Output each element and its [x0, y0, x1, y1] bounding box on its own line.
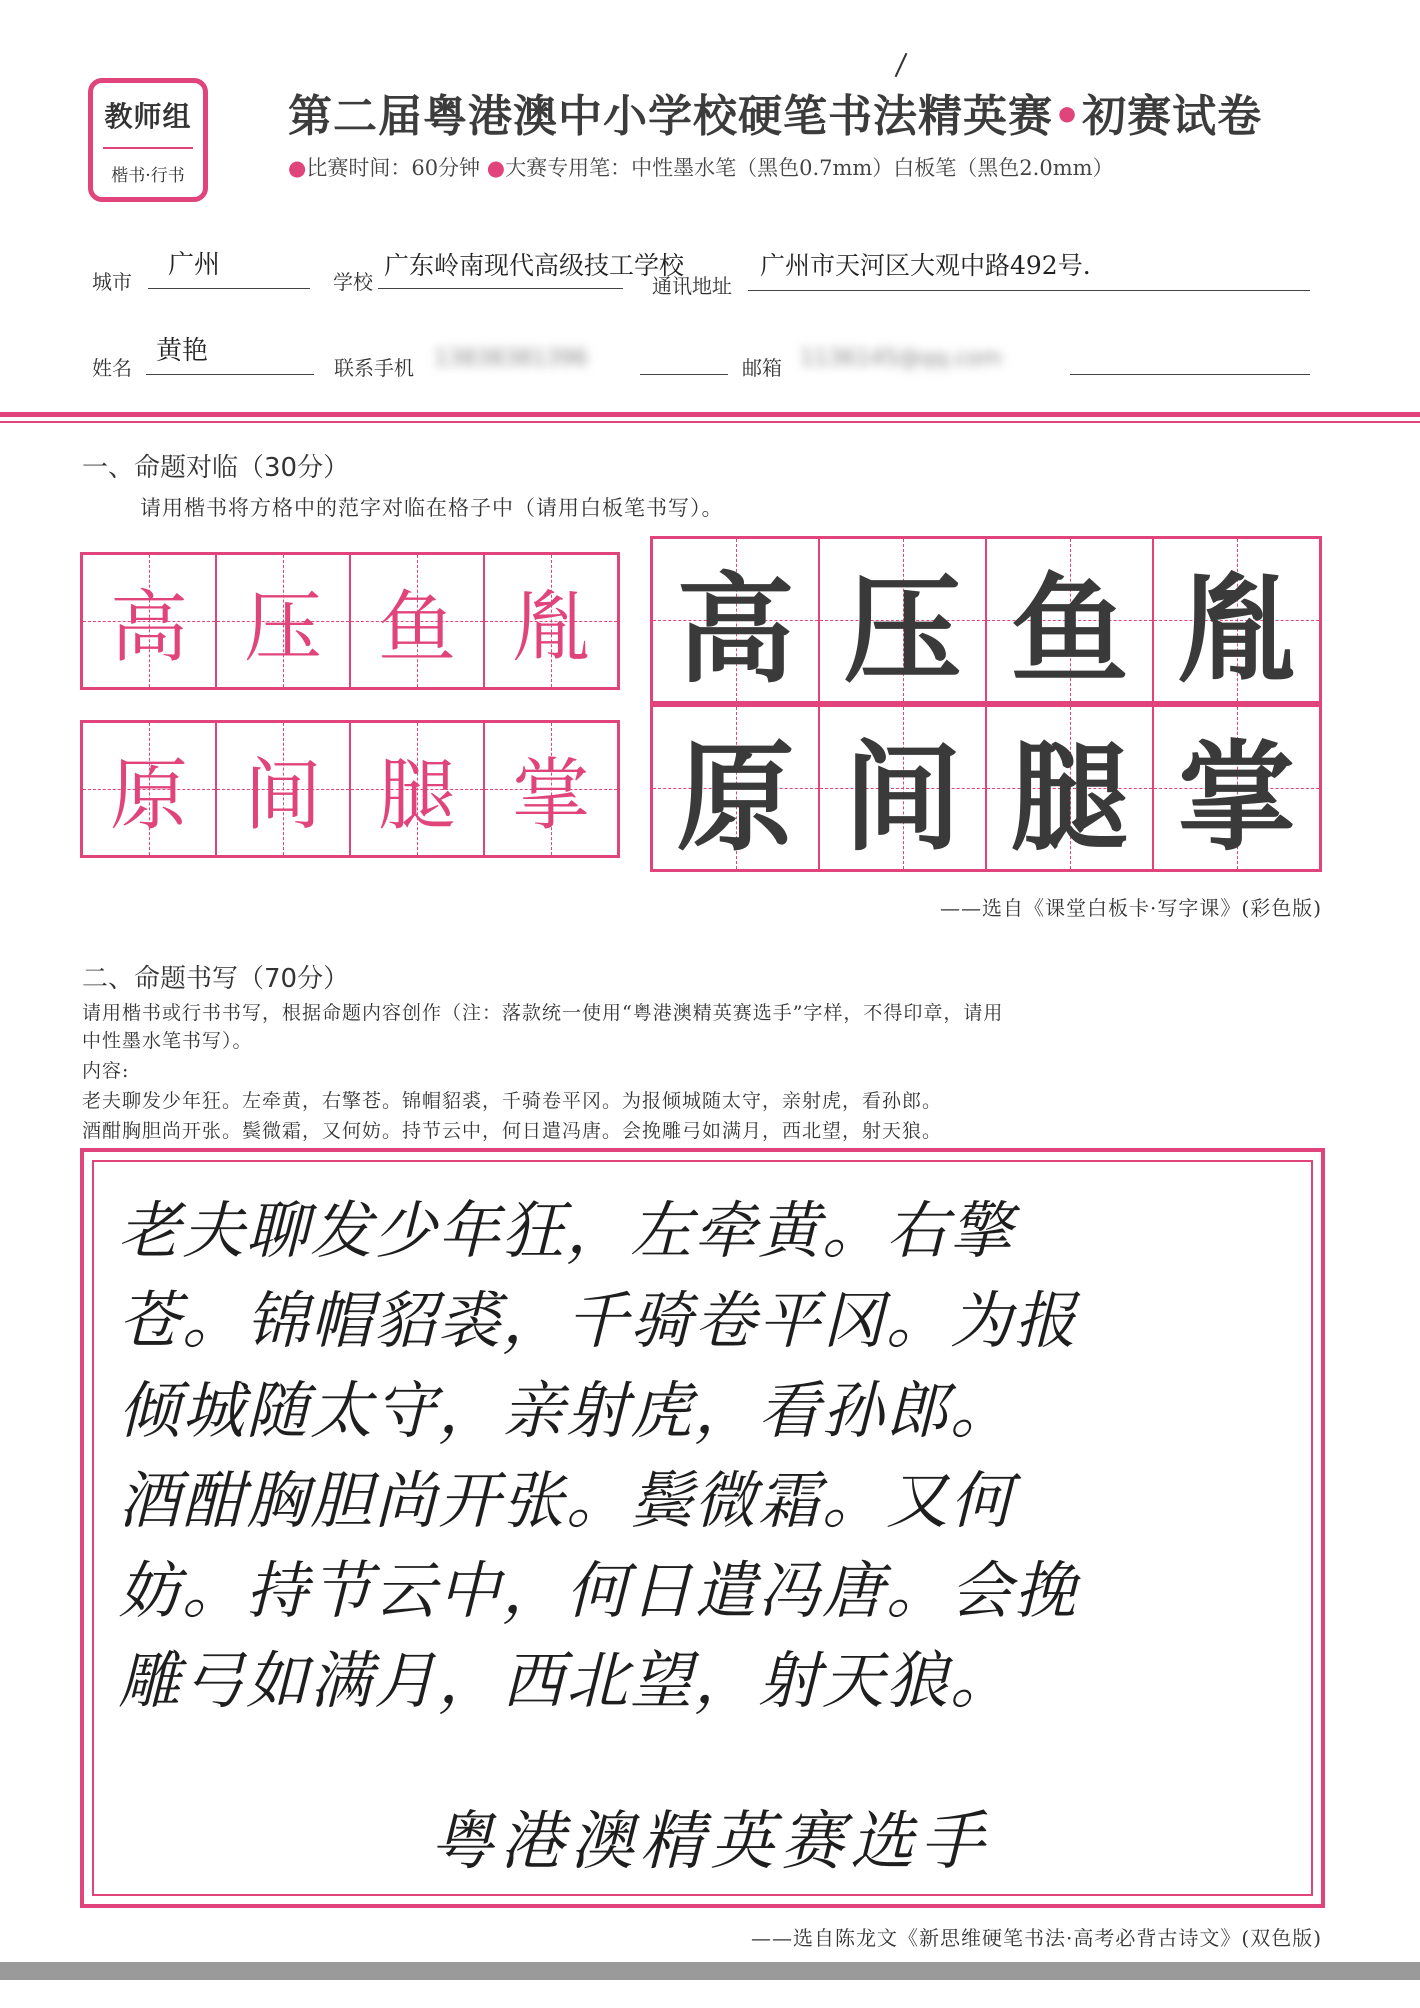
handwriting-line: 妨。持节云中，何日遣冯唐。会挽: [118, 1554, 1079, 1627]
email-value[interactable]: 1136145@qq.com: [800, 346, 1002, 371]
section2-instruction-1: 请用楷书或行书书写，根据命题内容创作（注：落款统一使用“粤港澳精英赛选手”字样，不得印章，请用: [82, 1002, 1004, 1024]
written-cell: [1154, 539, 1319, 701]
group-badge: [88, 78, 208, 202]
handwriting-line: 雕弓如满月，西北望，射天狼。: [118, 1644, 1015, 1717]
school-label: 学校: [333, 270, 373, 294]
name-underline: [146, 374, 314, 375]
practice-cell[interactable]: [83, 555, 217, 687]
phone-value[interactable]: 13838381396: [434, 346, 588, 371]
contest-rules: [288, 152, 1114, 182]
signature: 粤港澳精英赛选手: [430, 1805, 990, 1879]
address-label: 通讯地址: [652, 274, 732, 298]
title-main: 第二届粤港澳中小学校硬笔书法精英赛: [288, 91, 1053, 142]
written-cell: [1154, 707, 1319, 869]
badge-title: 教师组: [104, 100, 192, 133]
written-char: 鱼: [1010, 561, 1129, 699]
school-underline: [378, 288, 623, 289]
badge-divider: [103, 147, 193, 149]
phone-underline: [640, 374, 728, 375]
handwriting-line: 倾城随太守，亲射虎，看孙郎。: [118, 1374, 1015, 1447]
written-cell: [653, 539, 820, 701]
title-dot: •: [1053, 91, 1083, 142]
name-value[interactable]: 黄艳: [156, 336, 209, 366]
section2-instruction-2: 中性墨水笔书写）。: [82, 1030, 253, 1052]
handwriting-line: 酒酣胸胆尚开张。鬓微霜。又何: [118, 1464, 1015, 1537]
practice-grid-row1: [80, 552, 620, 690]
section1-title: 一、命题对临（30分）: [82, 453, 350, 483]
practice-grid-row2: [80, 720, 620, 858]
address-value[interactable]: 广州市天河区大观中路492号.: [760, 251, 1091, 280]
model-char: 高: [109, 583, 188, 673]
practice-cell[interactable]: [485, 555, 617, 687]
bullet-icon: ●: [288, 156, 307, 180]
email-underline: [1070, 374, 1310, 375]
practice-cell[interactable]: [485, 723, 617, 855]
written-char: 胤: [1177, 561, 1296, 699]
written-char: 原: [676, 729, 795, 867]
written-cell: [820, 539, 987, 701]
written-grid-row2: [650, 704, 1322, 872]
model-char: 间: [243, 751, 322, 841]
practice-cell[interactable]: [83, 723, 217, 855]
time-text: 比赛时间：60分钟: [306, 156, 481, 180]
model-char: 掌: [511, 751, 590, 841]
written-char: 掌: [1177, 729, 1296, 867]
section2-title: 二、命题书写（70分）: [82, 964, 350, 994]
model-char: 鱼: [377, 583, 456, 673]
address-underline: [748, 290, 1310, 291]
badge-subtitle: 楷书·行书: [111, 166, 185, 186]
written-cell: [987, 707, 1154, 869]
written-char: 间: [843, 729, 962, 867]
scan-edge: [0, 1962, 1420, 1980]
school-value[interactable]: 广东岭南现代高级技工学校: [384, 251, 685, 280]
content-line-1: 老夫聊发少年狂。左牵黄，右擎苍。锦帽貂裘，千骑卷平冈。为报倾城随太守，亲射虎，看孙郎。: [82, 1090, 943, 1112]
handwriting-line: 苍。锦帽貂裘，千骑卷平冈。为报: [118, 1284, 1079, 1357]
city-value[interactable]: 广州: [168, 250, 221, 280]
email-label: 邮箱: [742, 356, 782, 380]
model-char: 原: [109, 751, 188, 841]
section2-caption: ——选自陈龙文《新思维硬笔书法·高考必背古诗文》(双色版): [751, 1926, 1322, 1950]
model-char: 压: [243, 583, 322, 673]
scan-mark: [895, 53, 908, 77]
model-char: 胤: [511, 583, 590, 673]
header-divider: [0, 412, 1420, 417]
header-divider-thin: [0, 421, 1420, 423]
content-line-2: 酒酣胸胆尚开张。鬓微霜，又何妨。持节云中，何日遣冯唐。会挽雕弓如满月，西北望，射天狼。: [82, 1120, 943, 1142]
handwriting-line: 老夫聊发少年狂，左牵黄。右擎: [118, 1194, 1015, 1267]
city-underline: [148, 288, 310, 289]
written-cell: [820, 707, 987, 869]
written-char: 腿: [1010, 729, 1129, 867]
content-label: 内容:: [82, 1060, 130, 1082]
practice-cell[interactable]: [217, 555, 351, 687]
written-cell: [987, 539, 1154, 701]
pen-text: 大赛专用笔：中性墨水笔（黑色0.7mm）白板笔（黑色2.0mm）: [505, 156, 1114, 180]
title-tail: 初赛试卷: [1082, 91, 1263, 142]
section1-caption: ——选自《课堂白板卡·写字课》(彩色版): [940, 896, 1322, 920]
practice-cell[interactable]: [217, 723, 351, 855]
city-label: 城市: [92, 270, 132, 294]
phone-label: 联系手机: [334, 356, 414, 380]
written-char: 压: [843, 561, 962, 699]
page-title: [288, 80, 1262, 144]
section1-instruction: 请用楷书将方格中的范字对临在格子中（请用白板笔书写）。: [140, 496, 724, 520]
model-char: 腿: [377, 751, 456, 841]
written-grid-row1: [650, 536, 1322, 704]
bullet-icon: ●: [486, 156, 506, 180]
written-cell: [653, 707, 820, 869]
name-label: 姓名: [92, 356, 132, 380]
written-char: 高: [676, 561, 795, 699]
practice-cell[interactable]: [351, 723, 485, 855]
practice-cell[interactable]: [351, 555, 485, 687]
